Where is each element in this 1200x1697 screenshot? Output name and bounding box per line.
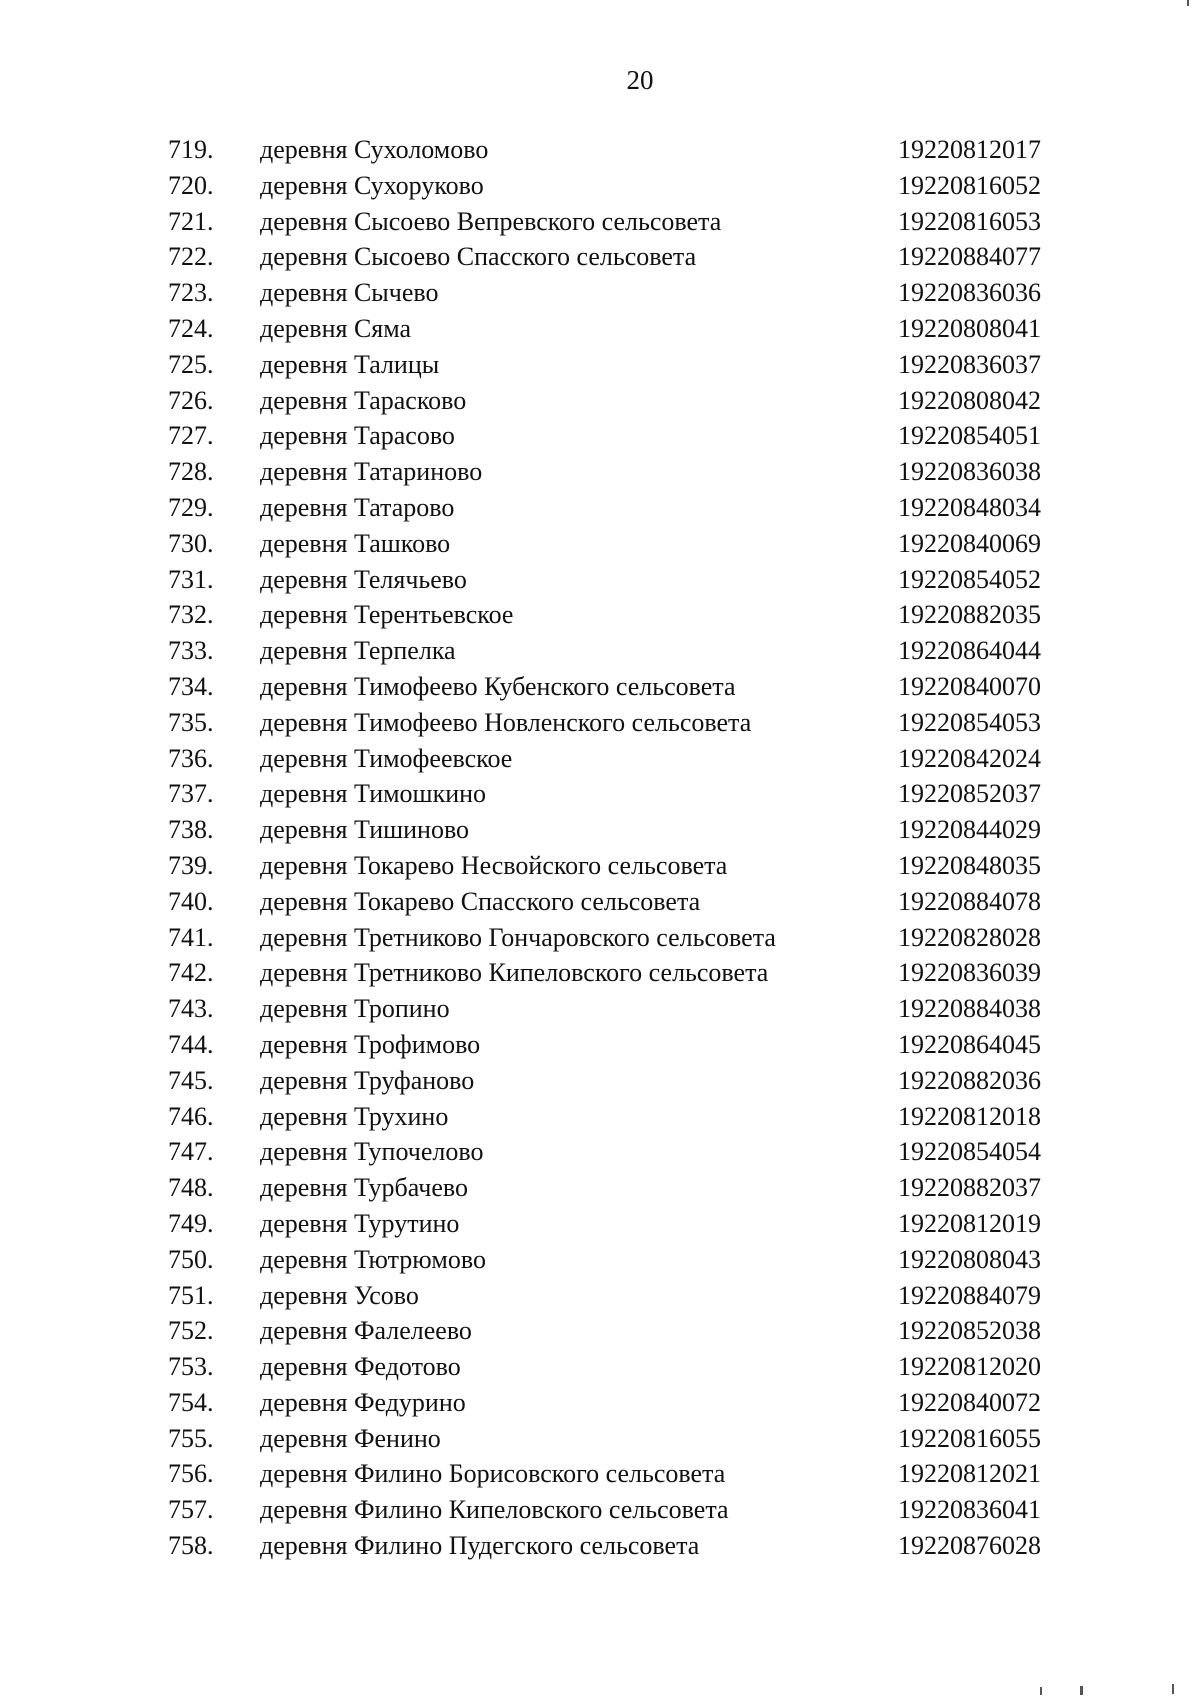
- scan-artifact: [1080, 1686, 1083, 1695]
- settlement-name: деревня Сысоево Спасского сельсовета: [260, 242, 697, 272]
- settlement-name: деревня Фенино: [260, 1423, 441, 1453]
- settlement-name: деревня Сяма: [260, 313, 412, 343]
- oktmo-code: 19220816052: [898, 170, 1041, 200]
- row-number: 729.: [168, 492, 214, 522]
- row-number: 742.: [168, 958, 214, 988]
- oktmo-code: 19220812018: [898, 1101, 1041, 1131]
- list-item: [0, 812, 1200, 848]
- row-number: 740.: [168, 886, 214, 916]
- list-item: [0, 454, 1200, 490]
- list-item: [0, 562, 1200, 598]
- row-number: 739.: [168, 850, 214, 880]
- row-number: 731.: [168, 564, 214, 594]
- row-number: 747.: [168, 1137, 214, 1167]
- row-number: 749.: [168, 1208, 214, 1238]
- settlement-name: деревня Тимошкино: [260, 779, 487, 809]
- row-number: 756.: [168, 1459, 214, 1489]
- list-item: [0, 991, 1200, 1027]
- row-number: 741.: [168, 922, 214, 952]
- scan-artifact: [1040, 1687, 1042, 1695]
- oktmo-code: 19220812019: [898, 1208, 1041, 1238]
- settlement-name: деревня Тимофеево Новленского сельсовета: [260, 707, 752, 737]
- settlement-name: деревня Турбачево: [260, 1173, 468, 1203]
- oktmo-code: 19220816055: [898, 1423, 1041, 1453]
- settlement-name: деревня Тарасово: [260, 421, 455, 451]
- oktmo-code: 19220816053: [898, 206, 1041, 236]
- list-item: [0, 1456, 1200, 1492]
- oktmo-code: 19220836038: [898, 457, 1041, 487]
- row-number: 724.: [168, 313, 214, 343]
- list-item: [0, 597, 1200, 633]
- oktmo-code: 19220828028: [898, 922, 1041, 952]
- list-item: [0, 1528, 1200, 1564]
- oktmo-code: 19220882037: [898, 1173, 1041, 1203]
- settlement-list: [0, 132, 1200, 1564]
- settlement-name: деревня Тарасково: [260, 385, 467, 415]
- list-item: [0, 705, 1200, 741]
- oktmo-code: 19220808042: [898, 385, 1041, 415]
- page-number: 20: [626, 65, 654, 95]
- oktmo-code: 19220884079: [898, 1280, 1041, 1310]
- row-number: 736.: [168, 743, 214, 773]
- row-number: 743.: [168, 994, 214, 1024]
- list-item: [0, 239, 1200, 275]
- row-number: 753.: [168, 1352, 214, 1382]
- oktmo-code: 19220864044: [898, 636, 1041, 666]
- row-number: 735.: [168, 707, 214, 737]
- oktmo-code: 19220808041: [898, 313, 1041, 343]
- oktmo-code: 19220836039: [898, 958, 1041, 988]
- list-item: [0, 311, 1200, 347]
- oktmo-code: 19220854051: [898, 421, 1041, 451]
- settlement-name: деревня Фалелеево: [260, 1316, 472, 1346]
- row-number: 751.: [168, 1280, 214, 1310]
- oktmo-code: 19220836041: [898, 1495, 1041, 1525]
- list-item: [0, 669, 1200, 705]
- row-number: 734.: [168, 671, 214, 701]
- settlement-name: деревня Филино Кипеловского сельсовета: [260, 1495, 729, 1525]
- list-item: [0, 741, 1200, 777]
- row-number: 727.: [168, 421, 214, 451]
- list-item: [0, 1134, 1200, 1170]
- settlement-name: деревня Токарево Спасского сельсовета: [260, 886, 701, 916]
- list-item: [0, 633, 1200, 669]
- oktmo-code: 19220884038: [898, 994, 1041, 1024]
- oktmo-code: 19220836036: [898, 278, 1041, 308]
- list-item: [0, 1099, 1200, 1135]
- row-number: 720.: [168, 170, 214, 200]
- settlement-name: деревня Сухоломово: [260, 135, 489, 164]
- row-number: 725.: [168, 349, 214, 379]
- settlement-name: деревня Федотово: [260, 1352, 461, 1382]
- settlement-name: деревня Филино Пудегского сельсовета: [260, 1531, 700, 1561]
- settlement-name: деревня Федурино: [260, 1387, 466, 1417]
- oktmo-code: 19220848034: [898, 492, 1041, 522]
- list-item: [0, 1063, 1200, 1099]
- row-number: 737.: [168, 779, 214, 809]
- oktmo-code: 19220812021: [898, 1459, 1041, 1489]
- settlement-name: деревня Терентьевское: [260, 600, 514, 630]
- oktmo-code: 19220808043: [898, 1244, 1041, 1274]
- list-item: [0, 1385, 1200, 1421]
- list-item: [0, 1492, 1200, 1528]
- settlement-name: деревня Тимофеево Кубенского сельсовета: [260, 671, 736, 701]
- scan-artifact: [1187, 0, 1189, 6]
- oktmo-code: 19220854052: [898, 564, 1041, 594]
- list-item: [0, 884, 1200, 920]
- oktmo-code: 19220884078: [898, 886, 1041, 916]
- settlement-name: деревня Третниково Кипеловского сельсовета: [260, 958, 769, 988]
- row-number: 730.: [168, 528, 214, 558]
- row-number: 755.: [168, 1423, 214, 1453]
- settlement-name: деревня Усово: [260, 1280, 419, 1310]
- list-item: [0, 848, 1200, 884]
- row-number: 732.: [168, 600, 214, 630]
- row-number: 722.: [168, 242, 214, 272]
- list-item: [0, 776, 1200, 812]
- oktmo-code: 19220882035: [898, 600, 1041, 630]
- settlement-name: деревня Токарево Несвойского сельсовета: [260, 850, 728, 880]
- settlement-name: деревня Тишиново: [260, 815, 470, 845]
- settlement-name: деревня Тропино: [260, 994, 450, 1024]
- list-item: [0, 1242, 1200, 1278]
- scan-artifact: [1172, 1684, 1174, 1694]
- oktmo-code: 19220852037: [898, 779, 1041, 809]
- oktmo-code: 19220844029: [898, 815, 1041, 845]
- row-number: 752.: [168, 1316, 214, 1346]
- settlement-name: деревня Труфаново: [260, 1065, 475, 1095]
- settlement-name: деревня Филино Борисовского сельсовета: [260, 1459, 726, 1489]
- settlement-name: деревня Татарово: [260, 492, 455, 522]
- list-item: [0, 955, 1200, 991]
- row-number: 750.: [168, 1244, 214, 1274]
- oktmo-code: 19220842024: [898, 743, 1041, 773]
- list-item: [0, 1313, 1200, 1349]
- list-item: [0, 1421, 1200, 1457]
- list-item: [0, 526, 1200, 562]
- oktmo-code: 19220884077: [898, 242, 1041, 272]
- settlement-name: деревня Тимофеевское: [260, 743, 513, 773]
- row-number: 758.: [168, 1531, 214, 1561]
- settlement-name: деревня Сычево: [260, 278, 439, 308]
- settlement-name: деревня Трофимово: [260, 1029, 481, 1059]
- settlement-name: деревня Турутино: [260, 1208, 460, 1238]
- row-number: 728.: [168, 457, 214, 487]
- list-item: [0, 275, 1200, 311]
- oktmo-code: 19220864045: [898, 1029, 1041, 1059]
- row-number: 738.: [168, 815, 214, 845]
- settlement-name: деревня Ташково: [260, 528, 451, 558]
- row-number: 723.: [168, 278, 214, 308]
- oktmo-code: 19220840072: [898, 1387, 1041, 1417]
- oktmo-code: 19220812017: [898, 135, 1041, 164]
- list-item: [0, 418, 1200, 454]
- oktmo-code: 19220882036: [898, 1065, 1041, 1095]
- list-item: [0, 132, 1200, 168]
- list-item: [0, 1349, 1200, 1385]
- row-number: 726.: [168, 385, 214, 415]
- oktmo-code: 19220876028: [898, 1531, 1041, 1561]
- row-number: 721.: [168, 206, 214, 236]
- list-item: [0, 1027, 1200, 1063]
- oktmo-code: 19220852038: [898, 1316, 1041, 1346]
- settlement-name: деревня Татариново: [260, 457, 483, 487]
- oktmo-code: 19220854053: [898, 707, 1041, 737]
- row-number: 748.: [168, 1173, 214, 1203]
- oktmo-code: 19220854054: [898, 1137, 1041, 1167]
- settlement-name: деревня Тютрюмово: [260, 1244, 486, 1274]
- list-item: [0, 1206, 1200, 1242]
- oktmo-code: 19220840070: [898, 671, 1041, 701]
- oktmo-code: 19220848035: [898, 850, 1041, 880]
- settlement-name: деревня Трухино: [260, 1101, 449, 1131]
- settlement-name: деревня Телячьево: [260, 564, 467, 594]
- settlement-name: деревня Тупочелово: [260, 1137, 484, 1167]
- settlement-name: деревня Терпелка: [260, 636, 456, 666]
- list-item: [0, 347, 1200, 383]
- oktmo-code: 19220840069: [898, 528, 1041, 558]
- settlement-name: деревня Сухоруково: [260, 170, 484, 200]
- list-item: [0, 1170, 1200, 1206]
- row-number: 757.: [168, 1495, 214, 1525]
- row-number: 746.: [168, 1101, 214, 1131]
- row-number: 745.: [168, 1065, 214, 1095]
- oktmo-code: 19220812020: [898, 1352, 1041, 1382]
- list-item: [0, 168, 1200, 204]
- row-number: 754.: [168, 1387, 214, 1417]
- row-number: 733.: [168, 636, 214, 666]
- list-item: [0, 1278, 1200, 1314]
- row-number: 719.: [168, 135, 214, 164]
- settlement-name: деревня Сысоево Вепревского сельсовета: [260, 206, 722, 236]
- list-item: [0, 383, 1200, 419]
- settlement-name: деревня Третниково Гончаровского сельсовета: [260, 922, 776, 952]
- list-item: [0, 920, 1200, 956]
- oktmo-code: 19220836037: [898, 349, 1041, 379]
- settlement-name: деревня Талицы: [260, 349, 440, 379]
- list-item: [0, 490, 1200, 526]
- list-item: [0, 204, 1200, 240]
- row-number: 744.: [168, 1029, 214, 1059]
